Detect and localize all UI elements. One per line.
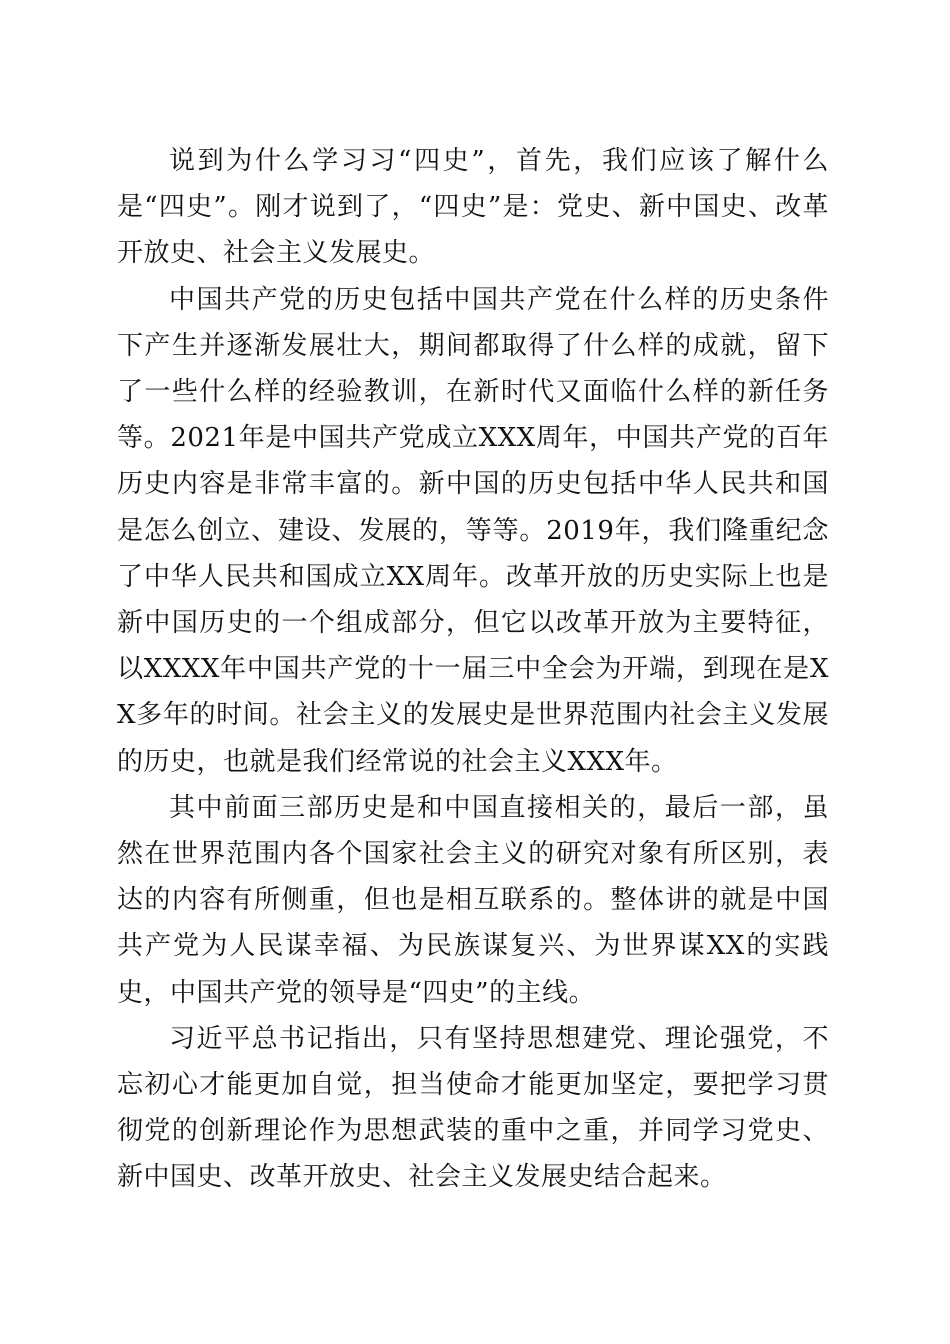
paragraph-1: 说到为什么学习习“四史”，首先，我们应该了解什么是“四史”。刚才说到了，“四史”是：党史、新中国史、改革开放史、社会主义发展史。	[117, 146, 829, 269]
paragraph-2: 中国共产党的历史包括中国共产党在什么样的历史条件下产生并逐渐发展壮大，期间都取得了什么样的成就，留下了一些什么样的经验教训，在新时代又面临什么样的新任务等。2021年是中国共产党成立XXX周年，中国共产党的百年历史内容是非常丰富的。新中国的历史包括中华人民共和国是怎么创立、建设、发展的，等等。2019年，我们隆重纪念了中华人民共和国成立XX周年。改革开放的历史实际上也是新中国历史的一个组成部分，但它以改革开放为主要特征，以XXXX年中国共产党的十一届三中全会为开端，到现在是XX多年的时间。社会主义的发展史是世界范围内社会主义发展的历史，也就是我们经常说的社会主义XXX年。	[117, 284, 829, 777]
paragraph-3: 其中前面三部历史是和中国直接相关的，最后一部，虽然在世界范围内各个国家社会主义的研究对象有所区别，表达的内容有所侧重，但也是相互联系的。整体讲的就是中国共产党为人民谋幸福、为民族谋复兴、为世界谋XX的实践史，中国共产党的领导是“四史”的主线。	[117, 792, 829, 1008]
paragraph-4: 习近平总书记指出，只有坚持思想建党、理论强党，不忘初心才能更加自觉，担当使命才能更加坚定，要把学习贯彻党的创新理论作为思想武装的重中之重，并同学习党史、新中国史、改革开放史、社会主义发展史结合起来。	[117, 1023, 829, 1193]
document-body	[117, 138, 829, 1201]
